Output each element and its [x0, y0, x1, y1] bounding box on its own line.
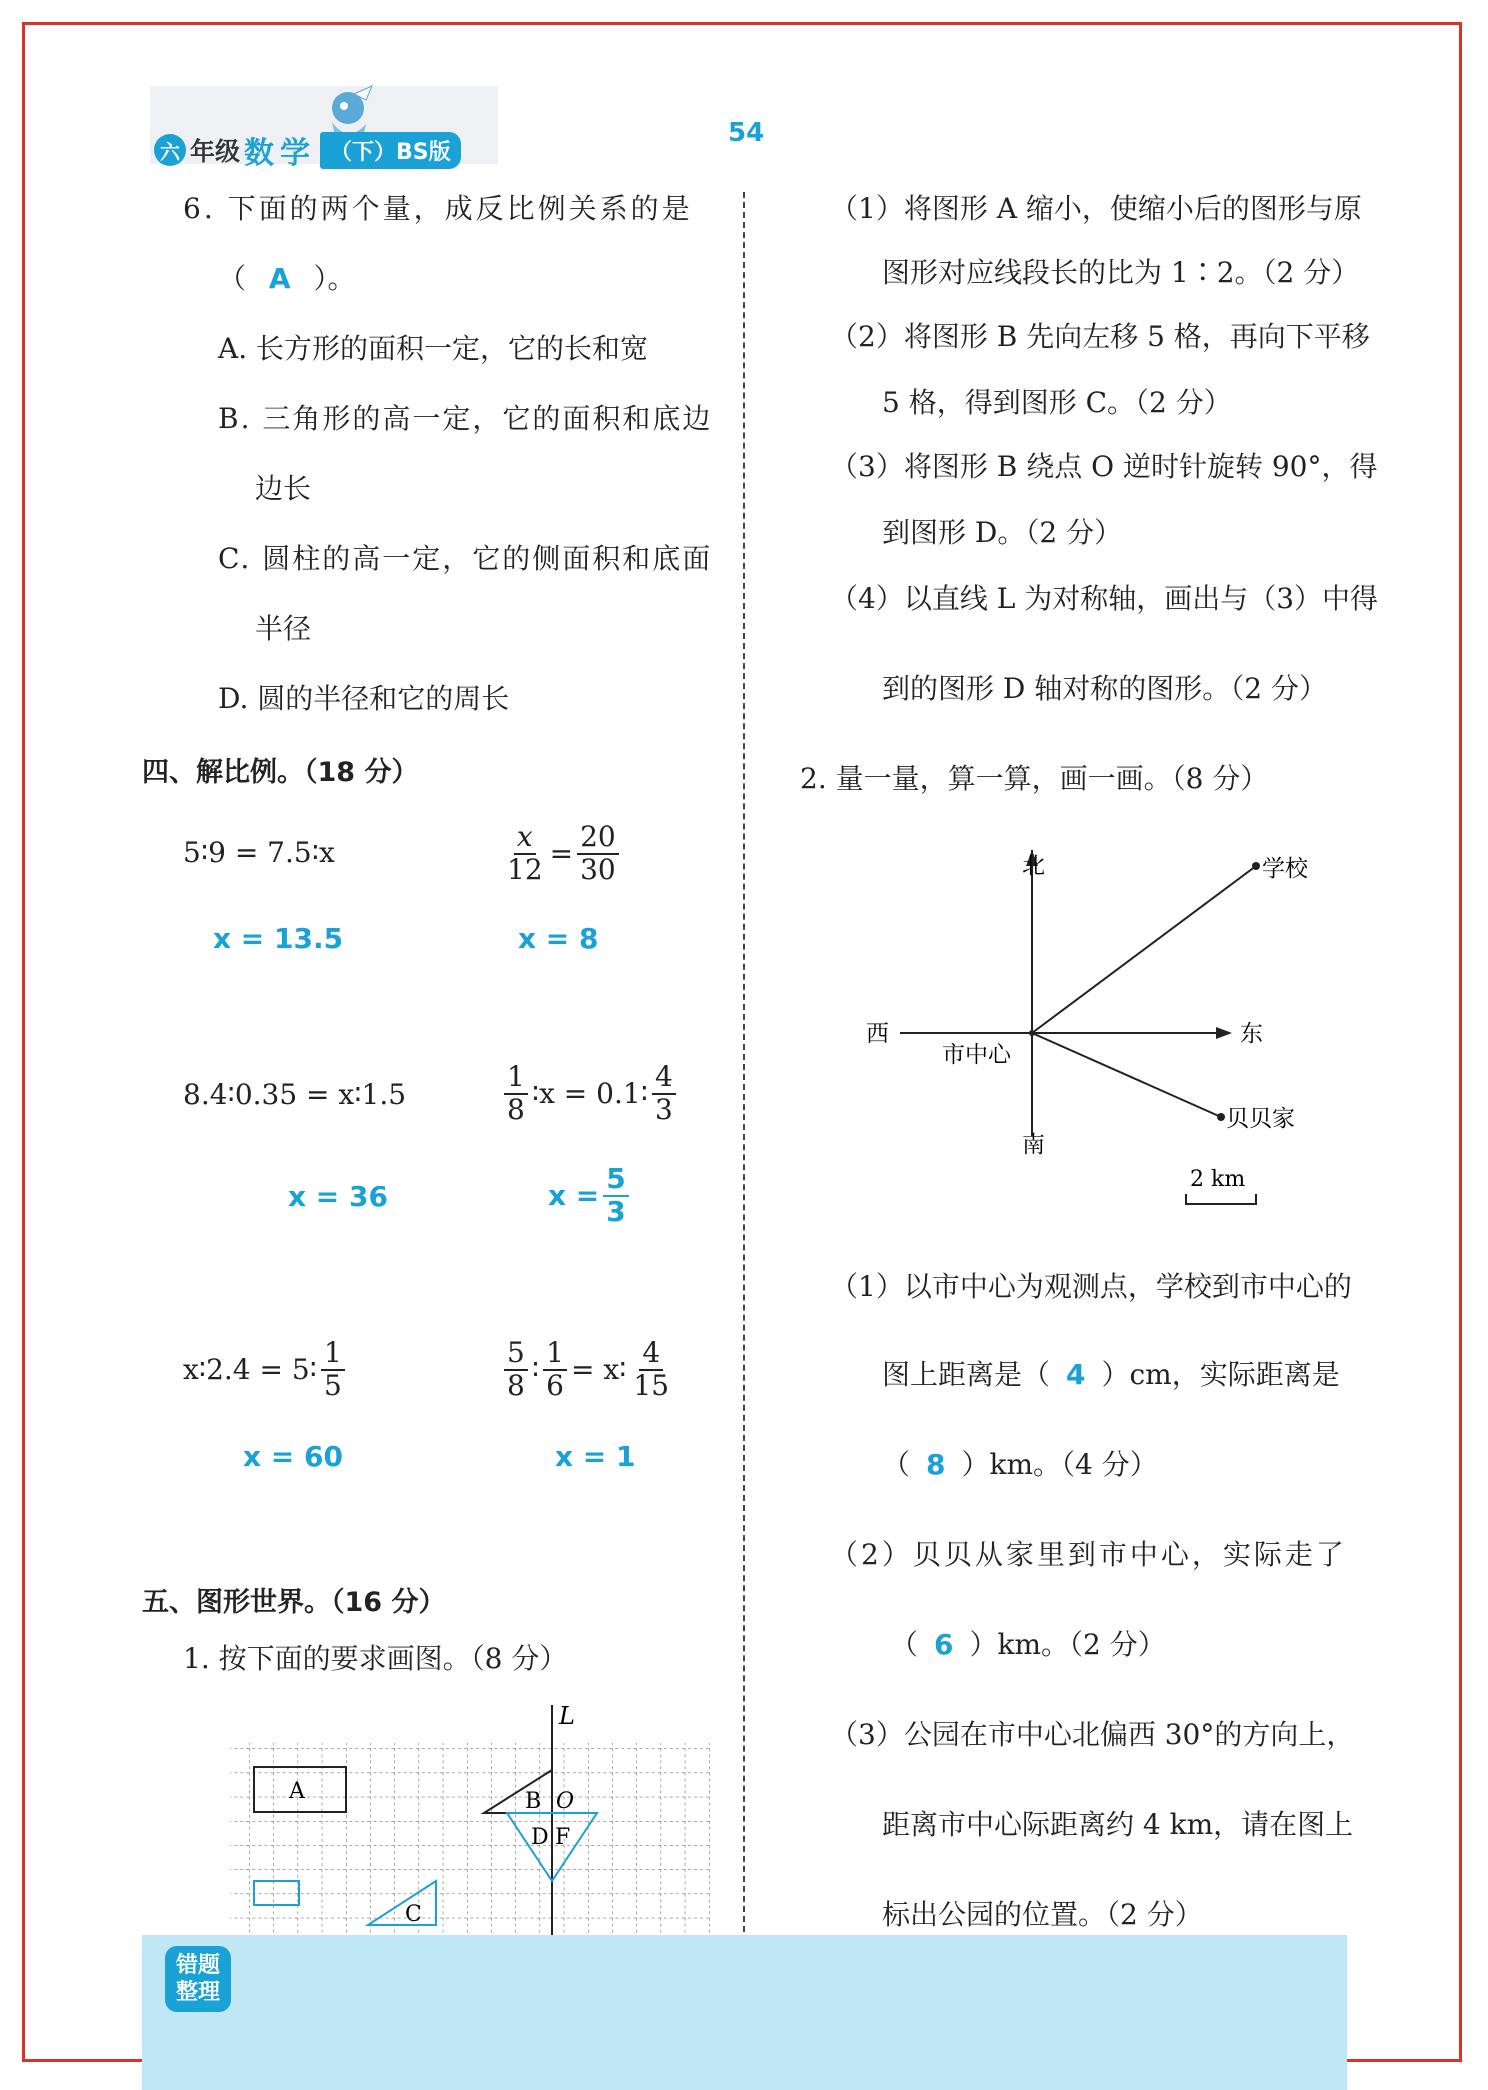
blank-suffix: ）km。（2 分） [969, 1628, 1166, 1661]
numerator: 20 [577, 822, 619, 855]
label-home: 贝贝家 [1226, 1106, 1295, 1132]
label-b: B [525, 1789, 542, 1814]
proportion-3: 8.4∶0.35 = x∶1.5 [183, 1078, 407, 1111]
fraction [321, 1338, 345, 1402]
q6-option-c: C. 圆柱的高一定，它的侧面积和底面 [218, 542, 713, 575]
q6-option-a: A. 长方形的面积一定，它的长和宽 [218, 332, 649, 365]
proportion-3-answer: x = 36 [288, 1180, 388, 1213]
proportion-2-answer: x = 8 [518, 922, 599, 955]
q6-answer: A [268, 262, 291, 295]
blank-prefix: （ [882, 1448, 911, 1481]
proportion-4 [500, 1062, 680, 1126]
q2-sub1: （1）以市中心为观测点，学校到市中心的 [830, 1270, 1352, 1303]
label-north: 北 [1022, 853, 1045, 879]
fraction [504, 1062, 528, 1126]
page-number: 54 [728, 118, 765, 148]
blank-prefix: 图上距离是（ [882, 1358, 1051, 1391]
scale-label: 2 km [1190, 1167, 1246, 1192]
q6-option-b: B. 三角形的高一定，它的面积和底边 [218, 402, 713, 435]
denominator: 3 [606, 1194, 626, 1228]
q6-stem: 6. 下面的两个量，成反比例关系的是 [183, 192, 693, 225]
grade-label: 年级 [190, 137, 241, 166]
denominator: 8 [507, 1092, 525, 1126]
blank-suffix: ）cm，实际距离是 [1101, 1358, 1340, 1391]
blank-prefix: （ [890, 1628, 919, 1661]
label-east: 东 [1240, 1021, 1263, 1047]
label-school: 学校 [1262, 856, 1308, 882]
q2-sub1-line2 [882, 1358, 1340, 1392]
task1-item3: （3）将图形 B 绕点 O 逆时针旋转 90°，得 [830, 450, 1378, 483]
denominator: 5 [323, 1368, 342, 1402]
task1-item1: （1）将图形 A 缩小，使缩小后的图形与原 [830, 192, 1362, 225]
q6-option-c-cont: 半径 [255, 612, 312, 645]
error-notes-area [142, 1935, 1347, 2090]
denominator: 12 [507, 852, 543, 886]
q6-blank [218, 262, 356, 296]
proportion-1-answer: x = 13.5 [213, 922, 344, 955]
blank-suffix: ）km。（4 分） [961, 1448, 1158, 1481]
school-actual-distance-answer: 8 [926, 1448, 946, 1481]
q2-sub3: （3）公园在市中心北偏西 30°的方向上， [830, 1718, 1355, 1751]
line-to-school [1032, 866, 1256, 1033]
denominator: 8 [507, 1368, 525, 1402]
label-center: 市中心 [942, 1042, 1011, 1068]
numerator: 5 [504, 1338, 528, 1371]
grid-figure [225, 1700, 717, 1935]
numerator: 5 [603, 1164, 628, 1197]
fraction [504, 822, 546, 886]
school-map-distance-answer: 4 [1066, 1358, 1086, 1391]
scale-bar [1186, 1194, 1256, 1204]
label-a: A [289, 1779, 305, 1804]
numerator: 1 [543, 1338, 567, 1371]
equals-sign: = [549, 837, 574, 870]
grade-badge: 六 [154, 134, 186, 166]
task1-item3-cont: 到图形 D。（2 分） [882, 516, 1123, 549]
proportion-6-middle: = x∶ [570, 1353, 627, 1386]
fraction [652, 1062, 676, 1126]
label-o: O [556, 1789, 575, 1814]
denominator: 3 [654, 1092, 673, 1126]
home-point [1217, 1113, 1225, 1121]
column-divider [743, 192, 745, 1932]
paren-left: （ [218, 262, 247, 295]
proportion-5-answer: x = 60 [243, 1440, 343, 1473]
proportion-4-middle: ∶x = 0.1∶ [531, 1077, 648, 1110]
q2-sub3-line2: 距离市中心际距离约 4 km，请在图上 [882, 1808, 1354, 1841]
q2-sub3-line3: 标出公园的位置。（2 分） [882, 1898, 1203, 1931]
denominator: 30 [580, 852, 616, 886]
label-west: 西 [866, 1021, 889, 1047]
grid-background [230, 1743, 710, 1935]
east-arrow-icon [1216, 1027, 1232, 1039]
home-distance-answer: 6 [934, 1628, 954, 1661]
proportion-5-prefix: x∶2.4 = 5∶ [183, 1353, 317, 1386]
fraction [577, 822, 619, 886]
book-title [154, 128, 461, 172]
numerator: 4 [652, 1062, 676, 1095]
proportion-6 [500, 1338, 676, 1402]
colon: ∶ [531, 1353, 540, 1386]
q2-sub2-line2 [890, 1628, 1166, 1662]
denominator: 15 [633, 1368, 670, 1402]
proportion-5 [183, 1338, 349, 1402]
fraction [630, 1338, 672, 1402]
badge-line-1: 错题 [175, 1953, 220, 1978]
numerator: x [514, 822, 536, 855]
denominator: 6 [546, 1368, 564, 1402]
numerator: 1 [321, 1338, 345, 1371]
center-point [1029, 1030, 1035, 1036]
task1-item4-cont: 到的图形 D 轴对称的图形。（2 分） [882, 672, 1327, 705]
q2-sub2: （2）贝贝从家里到市中心，实际走了 [830, 1538, 1347, 1571]
section4-title: 四、解比例。（18 分） [142, 757, 419, 788]
fraction [504, 1338, 528, 1402]
proportion-2 [500, 822, 623, 886]
subject-label: 数学 [244, 136, 317, 171]
paren-right: ）。 [313, 262, 356, 295]
drawing-task-title: 1. 按下面的要求画图。（8 分） [183, 1642, 568, 1675]
answer-prefix: x = [548, 1179, 600, 1212]
q2-sub1-line3 [882, 1448, 1158, 1482]
proportion-1: 5∶9 = 7.5∶x [183, 836, 335, 869]
q2-title: 2. 量一量，算一算，画一画。（8 分） [800, 762, 1269, 795]
label-d: D [531, 1825, 549, 1850]
task1-item4: （4）以直线 L 为对称轴，画出与（3）中得 [830, 582, 1379, 615]
q6-option-d: D. 圆的半径和它的周长 [218, 682, 510, 715]
edition-label: （下）BS版 [320, 132, 461, 169]
school-point [1252, 862, 1260, 870]
badge-line-2: 整理 [175, 1980, 220, 2005]
label-f: F [555, 1825, 571, 1850]
task1-item2: （2）将图形 B 先向左移 5 格，再向下平移 [830, 320, 1370, 353]
task1-item2-cont: 5 格，得到图形 C。（2 分） [882, 386, 1232, 419]
fraction [543, 1338, 567, 1402]
error-notes-badge [165, 1946, 231, 2012]
section5-title: 五、图形世界。（16 分） [142, 1587, 446, 1618]
q6-option-b-cont: 边长 [255, 472, 312, 505]
label-l: L [559, 1702, 575, 1730]
proportion-6-answer: x = 1 [555, 1440, 636, 1473]
label-south: 南 [1022, 1132, 1045, 1158]
numerator: 1 [504, 1062, 528, 1095]
fraction [603, 1164, 628, 1228]
proportion-4-answer [548, 1164, 633, 1228]
direction-map [860, 840, 1308, 1220]
line-to-home [1032, 1033, 1221, 1117]
numerator: 4 [639, 1338, 663, 1371]
label-c: C [405, 1902, 422, 1927]
task1-item1-cont: 图形对应线段长的比为 1∶2。（2 分） [882, 256, 1360, 289]
